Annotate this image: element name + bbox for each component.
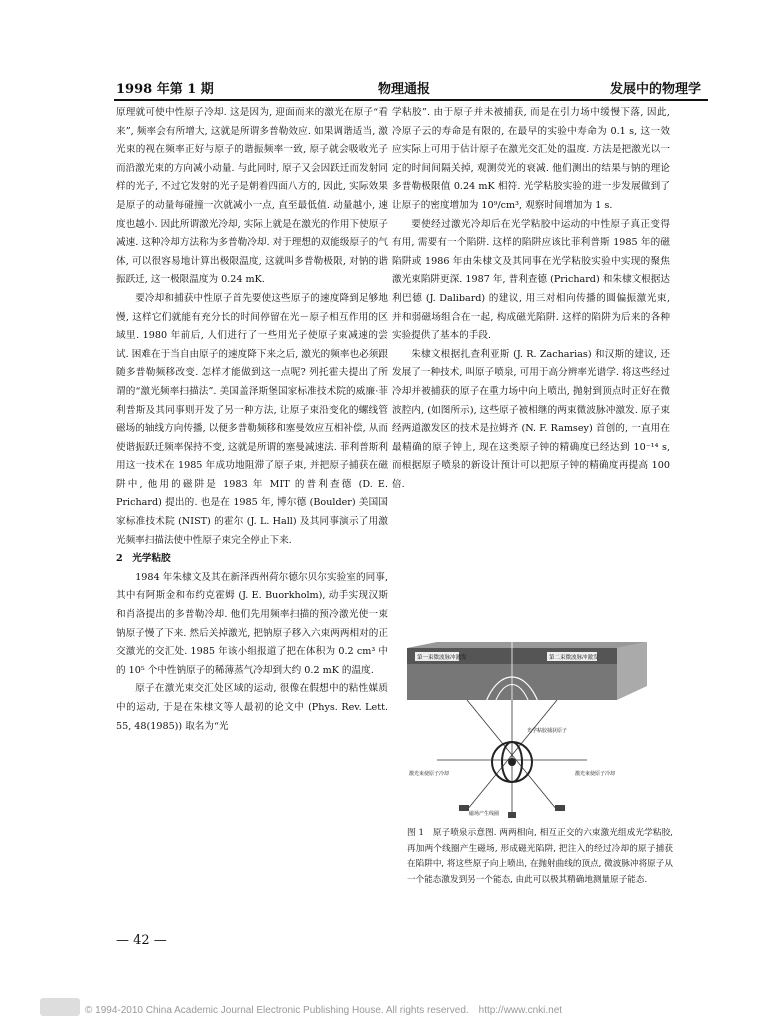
right-column — [392, 104, 670, 494]
atom-cloud — [508, 758, 516, 766]
paragraph: 要使经过激光冷却后在光学粘胶中运动的中性原子真正变得有用, 需要有一个陷阱. 这样的陷阱应该比菲利普斯 1985 年的磁陷阱或 1986 年由朱棣文及其同事在光学粘胶实验中实现的聚焦激光束陷阱更深. 1987 年, 普利查德 (Prichard) 和朱棣文根据达利巴德 (J. Dalibard) 的建议, 用三对相向传播的圆偏振激光束, 并和弱磁场组合在一起, 构成磁光陷阱. 这样的陷阱为后来的各种实验提供了基本的手段. — [392, 218, 670, 342]
page-number: — 42 — — [116, 933, 167, 948]
paragraph: 要冷却和捕获中性原子首先要使这些原子的速度降到足够地慢, 这样它们就能有充分长的时间停留在光－原子相互作用的区域里. 1980 年前后, 人们进行了一些用光子使原子束减速的尝试. 困难在于当自由原子的速度降下来之后, 激光的频率也必须跟随多普勒频移改变. 怎样才能做到这一点呢? 列托霍夫提出了所谓的“激光频率扫描法”. 美国盖泽斯堡国家标准技术院的威廉·菲利普斯及其同事则开发了另一种方法, 让原子束沿变化的螺线管磁场的轴线方向传播, 以便多普勒频移和塞曼效应互相补偿, 从而使谐振跃迁频率保持不变, 这就是所谓的塞曼减速法. 菲利普斯利用这一技术在 1985 年成功地阻滞了原子束, 并把原子捕获在磁阱中, 他用的磁阱是 1983 年 MIT 的普利查德 (D. E. Prichard) 提出的. 也是在 1985 年, 博尔德 (Boulder) 美国国家标准技术院 (NIST) 的霍尔 (J. L. Hall) 及其同事演示了用激光频率扫描法使中性原子束完全停止下来. — [116, 292, 388, 546]
section-heading: 2 光学粘胶 — [116, 553, 171, 565]
label-first-pulse: 第一束微波脉冲激发 — [417, 655, 467, 661]
paragraph: 原子在激光束交汇处区域的运动, 很像在假想中的粘性媒质中的运动, 于是在朱棣文等人最初的论文中 (Phys. Rev. Lett. 55, 48(1985)) 取名为“光 — [116, 683, 388, 732]
header-rule — [114, 99, 708, 101]
label-coil: 磁场产生线圈 — [469, 811, 500, 817]
copyright-text: © 1994-2010 China Academic Journal Electronic Publishing House. All rights reserved. http://www.cnki.net — [85, 1005, 563, 1016]
cavity-side — [617, 642, 647, 700]
paragraph: 朱棣文根据扎查利亚斯 (J. R. Zacharias) 和汉斯的建议, 还发展了一种技术, 叫原子喷泉, 可用于高分辨率光谱学. 将这些经过冷却并被捕获的原子在重力场中向上喷出, 抛射到顶点时正好在微波腔内, (如图所示), 这些原子被相继的两束微波脉冲激发. 原子束经两道激发区的技术是拉姆齐 (N. F. Ramsey) 首创的, 一直用在最精确的原子钟上, 现在这类原子钟的精确度已经达到 10⁻¹⁴ s, 而根据原子喷泉的新设计预计可以把原子钟的精确度再提高 100 倍. — [392, 348, 670, 490]
cnki-logo-icon — [40, 998, 80, 1016]
label-laser-right: 激光束使原子冷却 — [575, 771, 616, 777]
label-trap: 光学粘胶捕获原子 — [527, 728, 568, 734]
paragraph: 原理就可使中性原子冷却. 这是因为, 迎面而来的激光在原子“看来”, 频率会有所增大, 这就是所谓多普勒效应. 如果调谐适当, 激光束的视在频率正好与原子的谐振频率一致, 原子就会吸收光子而沿激光束的方向减小动量. 与此同时, 原子又会因跃迁而发射同样的光子, 不过它发射的光子是朝着四面八方的, 因此, 实际效果是原子的动量每碰撞一次就减小一点, 直至最低值. 动量越小, 速度也越小. 因此所谓激光冷却, 实际上就是在激光的作用下使原子减速. 这种冷却方法称为多普勒冷却. 对于理想的双能级原子的气体, 可以很容易地计算出极限温度, 这就叫多普勒极限, 对钠的谐振跃迁, 这一极限温度为 0.24 mK. — [116, 107, 388, 286]
section-title: 发展中的物理学 — [609, 82, 701, 97]
cavity-top-face — [407, 642, 647, 648]
footer — [40, 998, 760, 1018]
running-header — [116, 78, 701, 100]
label-laser-left: 激光束使原子冷却 — [409, 771, 450, 777]
issue-label: 1998 年第 1 期 — [116, 82, 214, 97]
paragraph: 1984 年朱棣文及其在新泽西州荷尔德尔贝尔实验室的同事, 其中有阿斯金和布约克霍姆 (J. E. Buorkholm), 动手实现汉斯和肖洛提出的多普勒冷却. 他们先用频率扫描的预冷激光使一束钠原子慢了下来. 然后关掉激光, 把钠原子移入六束两两相对的正交激光的交汇处. 1985 年该小组报道了把在体积为 0.2 cm³ 中的 10⁵ 个中性钠原子的稀薄蒸气冷却到大约 0.2 mK 的温度. — [116, 571, 388, 676]
figure-caption: 图 1 原子喷泉示意图. 两两相向, 相互正交的六束激光组成光学粘胶, 再加两个线圈产生磁场, 形成磁光陷阱, 把注入的经过冷却的原子捕获在陷阱中, 将这些原子向上喷出, 在抛射曲线的顶点, 微波脉冲将原子从一个能态激发到另一个能态, 由此可以极其精确地测量原子能态. — [407, 828, 673, 885]
journal-title: 物理通报 — [378, 82, 431, 97]
paragraph: 学粘胶”. 由于原子并未被捕获, 而是在引力场中缓慢下落, 因此, 冷原子云的寿命是有限的, 在最早的实验中寿命为 0.1 s, 这一效应实际上可用于估计原子在激光交汇处的温度. 方法是把激光以一定的时间间隔关掉, 观测荧光的衰减. 他们测出的结果与钠的理论多普勒极限值 0.24 mK 相符. 光学粘胶实验的进一步发展做到了让原子的密度增加为 10⁹/cm³, 观察时间增加为 1 s. — [392, 107, 670, 211]
left-column — [116, 104, 388, 736]
label-second-pulse: 第二束微波脉冲激发 — [549, 655, 599, 661]
atomic-fountain-figure — [407, 640, 669, 818]
